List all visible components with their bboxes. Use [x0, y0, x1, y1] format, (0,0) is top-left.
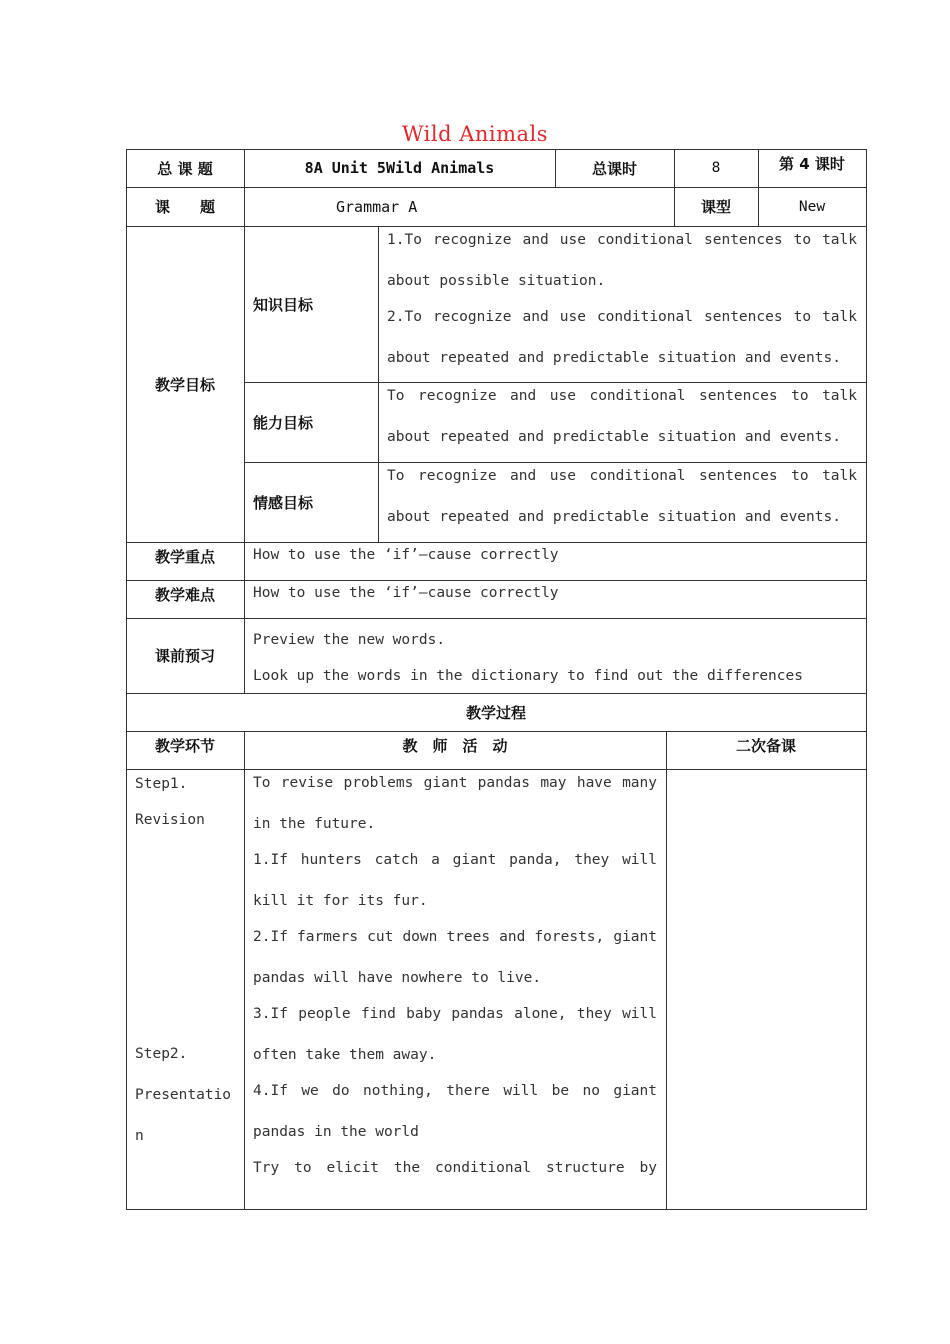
preview-line-2: Look up the words in the dictionary to find out the differences — [253, 668, 803, 684]
document-title: Wild Animals — [401, 122, 549, 146]
type-label: 课型 — [700, 198, 731, 216]
lesson-label: 课 题 — [154, 198, 215, 216]
ability-goal-text: To recognize and use conditional sentences to talk about repeated and predictable situation and events. — [387, 388, 857, 445]
knowledge-goal-label: 知识目标 — [253, 295, 314, 314]
lesson-number: 第 4 课时 — [779, 155, 845, 173]
activity-item-3: 3.If people find baby pandas alone, they will often take them away. — [253, 1006, 657, 1063]
notes-cell — [666, 769, 866, 1209]
activity-intro: To revise problems giant pandas may have many in the future. — [253, 775, 657, 832]
knowledge-goal-2: 2.To recognize and use conditional sentences to talk about repeated and predictable situation and events. — [387, 309, 857, 366]
activity-item-4: 4.If we do nothing, there will be no giant pandas in the world — [253, 1083, 657, 1140]
topic-value: 8A Unit 5Wild Animals — [304, 159, 495, 177]
difficulty-text: How to use the ‘if’—cause correctly — [253, 585, 559, 601]
col-step-header: 教学环节 — [154, 737, 215, 755]
key-point-text: How to use the ‘if’—cause correctly — [253, 547, 559, 563]
col-activity-header: 教 师 活 动 — [402, 737, 508, 755]
step1-line-2: Revision — [135, 812, 205, 828]
total-hours-value: 8 — [711, 160, 721, 176]
type-value: New — [798, 198, 826, 215]
activity-item-5: Try to elicit the conditional structure by — [253, 1160, 657, 1176]
objectives-label: 教学目标 — [154, 375, 215, 394]
process-title: 教学过程 — [465, 703, 526, 722]
teacher-activity — [244, 769, 666, 1209]
preview-label: 课前预习 — [154, 647, 215, 665]
step2-line-1: Step2. — [135, 1046, 188, 1062]
difficulty-label: 教学难点 — [154, 586, 215, 604]
preview-line-1: Preview the new words. — [253, 632, 446, 648]
knowledge-goal-content — [378, 226, 866, 382]
emotion-goal-label: 情感目标 — [253, 493, 314, 512]
total-hours-label: 总课时 — [591, 159, 637, 178]
knowledge-goal-1: 1.To recognize and use conditional sentences to talk about possible situation. — [387, 232, 857, 289]
lesson-value: Grammar A — [336, 197, 418, 216]
step1-line-1: Step1. — [135, 776, 188, 792]
key-point-label: 教学重点 — [154, 548, 215, 566]
activity-item-2: 2.If farmers cut down trees and forests, giant pandas will have nowhere to live. — [253, 929, 657, 986]
step2-line-2: Presentatio — [135, 1087, 232, 1103]
step2-line-3: n — [135, 1128, 144, 1144]
step1-label — [135, 766, 241, 838]
ability-goal-label: 能力目标 — [253, 413, 314, 432]
preview-content — [244, 618, 866, 693]
emotion-goal-text: To recognize and use conditional sentences to talk about repeated and predictable situation and events. — [387, 468, 857, 525]
activity-item-1: 1.If hunters catch a giant panda, they will kill it for its fur. — [253, 852, 657, 909]
step2-label — [135, 1034, 241, 1157]
topic-label: 总 课 题 — [157, 159, 213, 178]
col-notes-header: 二次备课 — [735, 737, 796, 755]
